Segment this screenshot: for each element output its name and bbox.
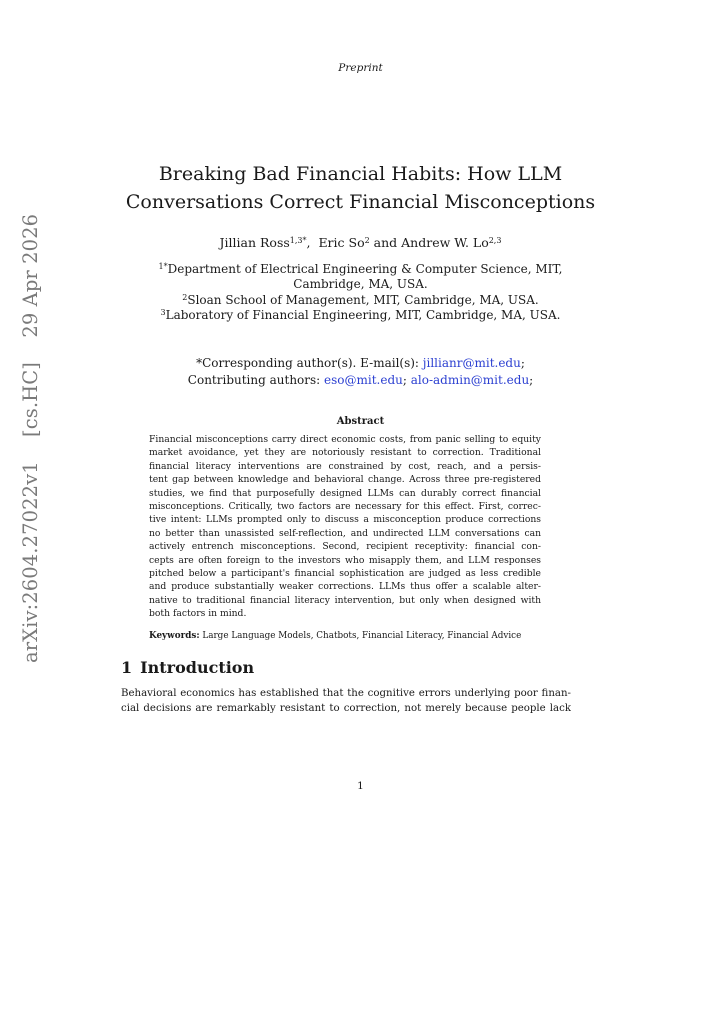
contributing-email-link[interactable]: alo-admin@mit.edu [410, 373, 530, 387]
author-affiliation-mark: 2 [364, 236, 370, 245]
contributing-email-link[interactable]: eso@mit.edu [324, 373, 403, 387]
section-number: 1 [121, 658, 133, 677]
paper-title [100, 160, 621, 216]
abstract-line: studies, we find that purposefully designed LLMs can durably correct financial [149, 487, 541, 499]
keywords-label: Keywords: [149, 631, 200, 641]
abstract-line: tent gap between knowledge and behavioral change. Across three pre-registered [149, 474, 541, 486]
affiliation-mark: 2 [182, 292, 188, 302]
abstract-line: native to traditional financial literacy intervention, but only when designed with [149, 594, 541, 606]
keywords-line [149, 631, 541, 641]
running-header: Preprint [338, 62, 383, 74]
keywords-text: Large Language Models, Chatbots, Financial Literacy, Financial Advice [199, 631, 522, 641]
author-separator: and [369, 235, 402, 250]
author-list [100, 235, 621, 250]
section-heading [121, 658, 254, 677]
affiliation-mark: 1* [158, 262, 168, 271]
arxiv-id: arXiv:2604.27022v1 [19, 461, 42, 663]
page-number: 1 [357, 780, 364, 792]
author-name: Andrew W. Lo [401, 235, 489, 250]
abstract-line: and produce substantially weaker corrections. LLMs thus offer a scalable alter- [149, 581, 541, 593]
abstract-body [149, 433, 541, 621]
affiliation-line: Cambridge, MA, USA. [293, 277, 428, 292]
abstract-line: market avoidance, yet they are notoriously resistant to correction. Traditional [149, 447, 541, 459]
contributing-authors-line: Contributing authors: eso@mit.edu; alo-admin@mit.edu; [187, 373, 534, 387]
affiliation-mark: 3 [160, 307, 166, 317]
abstract-line: financial literacy interventions are constrained by cost, reach, and a persis- [149, 460, 541, 472]
affiliation-line: $^2$Sloan School of Management, MIT, Cambridge, MA, USA. [182, 292, 539, 307]
abstract-line: actively entrench misconceptions. Second, recipient receptivity: financial con- [149, 541, 541, 553]
corresponding-author-line: *Corresponding author(s). E-mail(s): jillianr@mit.edu; [196, 356, 525, 370]
paragraph-line: cial decisions are remarkably resistant to correction, not merely because people lack [121, 702, 571, 714]
section-title: Introduction [140, 658, 255, 677]
abstract-line: tive intent: LLMs prompted only to discuss a misconception produce corrections [149, 514, 541, 526]
author-name: Eric So [318, 235, 365, 250]
abstract-heading: Abstract [336, 416, 385, 427]
affiliation-line: $^{1*}$Department of Electrical Engineering & Computer Science, MIT, [158, 262, 563, 276]
abstract-line: both factors in mind. [149, 608, 247, 620]
author-name: Jillian Ross [219, 235, 290, 250]
abstract-line: misconceptions. Critically, two factors are necessary for this effect. First, correc- [149, 501, 541, 513]
abstract-line: no better than unassisted self-reflection, and undirected LLM conversations can [149, 527, 541, 539]
abstract-line: pitched below a participant's financial sophistication are judged as less credible [149, 568, 541, 580]
title-line-1: Breaking Bad Financial Habits: How LLM [158, 163, 563, 185]
author-affiliation-mark: 2,3 [488, 236, 502, 245]
affiliation-line: $^3$Laboratory of Financial Engineering, MIT, Cambridge, MA, USA. [160, 307, 561, 322]
abstract-line: cepts are often foreign to the investors who misapply them, and LLM responses [149, 554, 541, 566]
title-line-2: Conversations Correct Financial Misconceptions [125, 191, 596, 213]
arxiv-category: [cs.HC] [19, 361, 42, 437]
arxiv-identifier-stamp [19, 196, 42, 663]
author-affiliation-mark: 1,3* [289, 236, 307, 245]
affiliation-list [110, 262, 611, 323]
arxiv-date: 29 Apr 2026 [19, 213, 42, 338]
paragraph-line: Behavioral economics has established that the cognitive errors underlying poor finan- [121, 688, 571, 699]
abstract-line: Financial misconceptions carry direct economic costs, from panic selling to equity [149, 434, 541, 445]
introduction-paragraph [121, 687, 571, 716]
correspondence-block [100, 355, 621, 389]
author-separator: , [306, 235, 319, 250]
corresponding-email-link[interactable]: jillianr@mit.edu [422, 356, 521, 370]
